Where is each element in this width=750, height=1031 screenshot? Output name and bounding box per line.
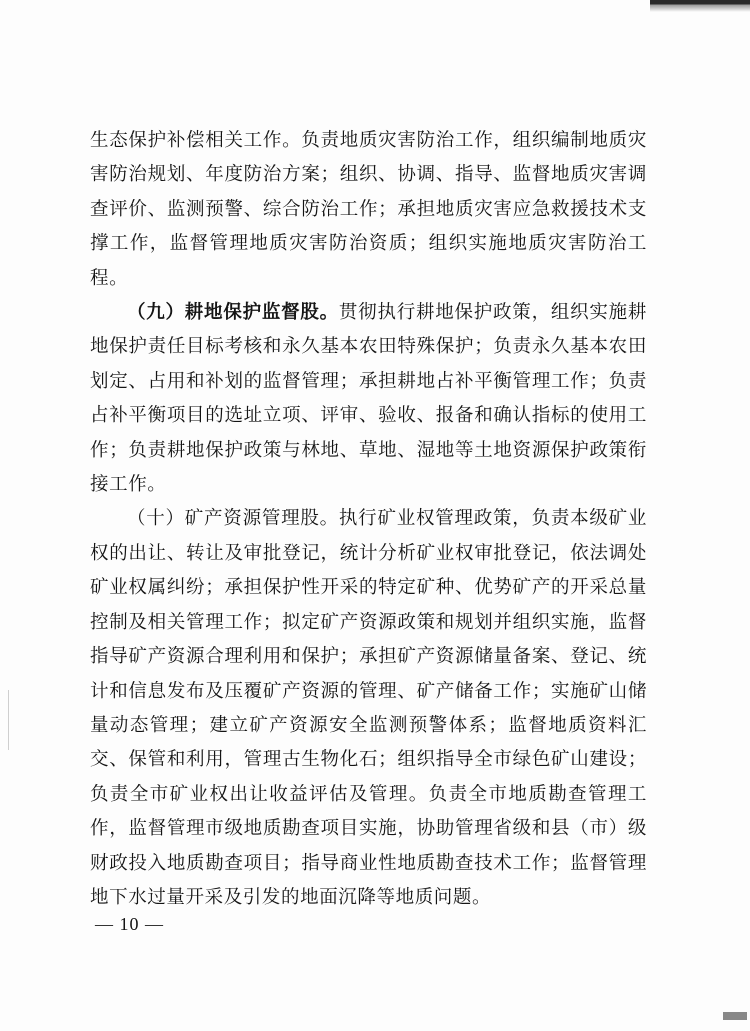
paragraph-continued	[90, 124, 647, 296]
body-text	[90, 124, 647, 915]
paragraph-section-9	[90, 296, 647, 502]
paragraph-text: 生态保护补偿相关工作。负责地质灾害防治工作，组织编制地质灾害防治规划、年度防治方案；组织、协调、指导、监督地质灾害调查评价、监测预警、综合防治工作；承担地质灾害应急救援技术支撑工作，监督管理地质灾害防治资质；组织实施地质灾害防治工程。	[90, 130, 647, 289]
scan-artifact	[650, 0, 750, 12]
scan-artifact	[8, 690, 9, 750]
section-heading: （十）矿产资源管理股。	[127, 508, 339, 530]
scan-artifact	[723, 1012, 747, 1020]
paragraph-section-10	[90, 502, 647, 915]
paragraph-text: 执行矿业权管理政策，负责本级矿业权的出让、转让及审批登记，统计分析矿业权审批登记，依法调处矿业权属纠纷；承担保护性开采的特定矿种、优势矿产的开采总量控制及相关管理工作；拟定矿产资源政策和规划并组织实施，监督指导矿产资源合理利用和保护；承担矿产资源储量备案、登记、统计和信息发布及压覆矿产资源的管理、矿产储备工作；实施矿山储量动态管理；建立矿产资源安全监测预警体系；监督地质资料汇交、保管和利用，管理古生物化石；组织指导全市绿色矿山建设；负责全市矿业权出让收益评估及管理。负责全市地质勘查管理工作，监督管理市级地质勘查项目实施，协助管理省级和县（市）级财政投入地质勘查项目；指导商业性地质勘查技术工作；监督管理地下水过量开采及引发的地面沉降等地质问题。	[90, 508, 647, 908]
page-number: — 10 —	[95, 914, 164, 934]
paragraph-text: 贯彻执行耕地保护政策，组织实施耕地保护责任目标考核和永久基本农田特殊保护；负责永久基本农田划定、占用和补划的监督管理；承担耕地占补平衡管理工作；负责占补平衡项目的选址立项、评审、验收、报备和确认指标的使用工作；负责耕地保护政策与林地、草地、湿地等土地资源保护政策衔接工作。	[90, 302, 647, 496]
section-heading: （九）耕地保护监督股。	[127, 302, 339, 324]
